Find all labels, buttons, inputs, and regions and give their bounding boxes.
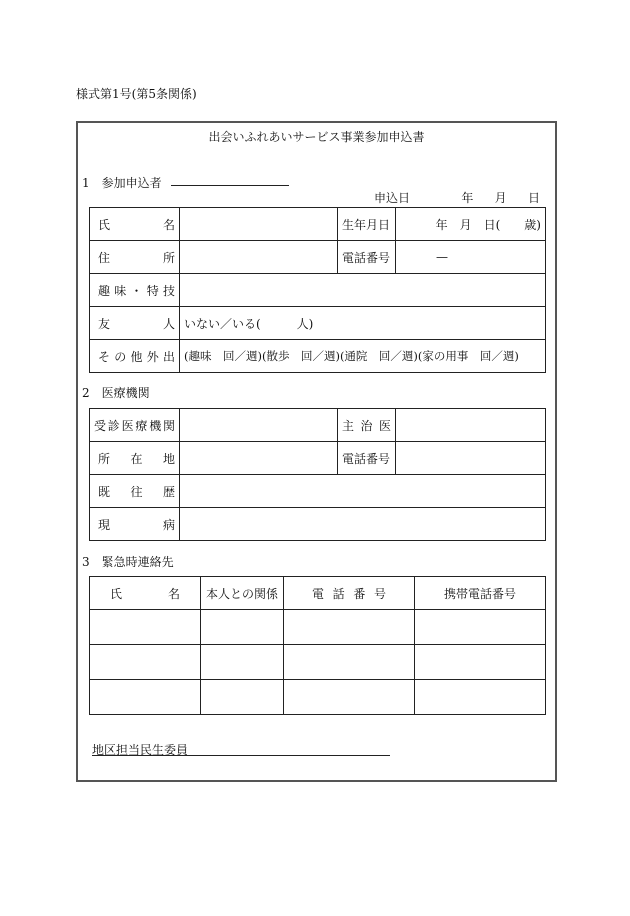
table-row xyxy=(90,645,546,680)
current-field[interactable] xyxy=(180,508,546,541)
emergency-phone-cell[interactable] xyxy=(284,680,415,715)
phone-label: 電話番号 xyxy=(338,241,396,274)
location-label: 所在地 xyxy=(90,442,180,475)
form-title: 出会いふれあいサービス事業参加申込書 xyxy=(208,130,425,144)
table-row xyxy=(90,475,546,508)
section3-heading: 3 緊急時連絡先 xyxy=(82,555,174,569)
table-row xyxy=(90,610,546,645)
emergency-phone-cell[interactable] xyxy=(284,610,415,645)
section1-heading: 1 参加申込者 xyxy=(82,176,162,190)
hobby-field[interactable] xyxy=(180,274,546,307)
col-name: 氏 名 xyxy=(90,577,201,610)
doctor-label: 主治医 xyxy=(338,409,396,442)
history-field[interactable] xyxy=(180,475,546,508)
friend-field[interactable]: いない／いる( 人) xyxy=(180,307,546,340)
footer-underline[interactable] xyxy=(92,755,390,756)
outing-field[interactable]: (趣味 回／週)(散歩 回／週)(通院 回／週)(家の用事 回／週) xyxy=(180,340,546,373)
application-date-year: 年 xyxy=(461,191,474,205)
medical-phone-label: 電話番号 xyxy=(338,442,396,475)
col-mobile: 携帯電話番号 xyxy=(415,577,546,610)
friend-label: 友 人 xyxy=(90,307,180,340)
address-field[interactable] xyxy=(180,241,338,274)
emergency-relation-cell[interactable] xyxy=(201,610,284,645)
name-field[interactable] xyxy=(180,208,338,241)
table-row xyxy=(90,442,546,475)
hobby-label: 趣味・特技 xyxy=(90,274,180,307)
phone-field[interactable]: — xyxy=(396,241,546,274)
table-row xyxy=(90,680,546,715)
applicant-underline[interactable] xyxy=(171,185,289,186)
form-code: 様式第1号(第5条関係) xyxy=(76,87,197,101)
table-row xyxy=(90,409,546,442)
doctor-field[interactable] xyxy=(396,409,546,442)
emergency-mobile-cell[interactable] xyxy=(415,610,546,645)
table-row xyxy=(90,274,546,307)
emergency-name-cell[interactable] xyxy=(90,610,201,645)
current-label: 現病 xyxy=(90,508,180,541)
table-row xyxy=(90,241,546,274)
col-phone: 電話番号 xyxy=(284,577,415,610)
clinic-label: 受診医療機関 xyxy=(90,409,180,442)
application-date-day: 日 xyxy=(527,191,540,205)
table-row xyxy=(90,307,546,340)
section2-heading: 2 医療機関 xyxy=(82,386,150,400)
applicant-table xyxy=(89,207,546,373)
medical-table xyxy=(89,408,546,541)
application-date-month: 月 xyxy=(494,191,507,205)
application-date-label: 申込日 xyxy=(374,191,411,205)
footer-label: 地区担当民生委員 xyxy=(92,743,189,757)
emergency-mobile-cell[interactable] xyxy=(415,680,546,715)
clinic-field[interactable] xyxy=(180,409,338,442)
history-label: 既往歴 xyxy=(90,475,180,508)
address-label: 住 所 xyxy=(90,241,180,274)
emergency-relation-cell[interactable] xyxy=(201,680,284,715)
col-relation: 本人との関係 xyxy=(201,577,284,610)
birth-label: 生年月日 xyxy=(338,208,396,241)
outing-label: その他外出 xyxy=(90,340,180,373)
location-field[interactable] xyxy=(180,442,338,475)
medical-phone-field[interactable] xyxy=(396,442,546,475)
emergency-relation-cell[interactable] xyxy=(201,645,284,680)
application-date xyxy=(374,189,540,206)
emergency-phone-cell[interactable] xyxy=(284,645,415,680)
name-label: 氏 名 xyxy=(90,208,180,241)
table-header-row xyxy=(90,577,546,610)
table-row xyxy=(90,508,546,541)
emergency-mobile-cell[interactable] xyxy=(415,645,546,680)
emergency-table xyxy=(89,576,546,715)
emergency-name-cell[interactable] xyxy=(90,645,201,680)
table-row xyxy=(90,340,546,373)
birth-field[interactable]: 年 月 日( 歳) xyxy=(396,208,546,241)
table-row xyxy=(90,208,546,241)
emergency-name-cell[interactable] xyxy=(90,680,201,715)
